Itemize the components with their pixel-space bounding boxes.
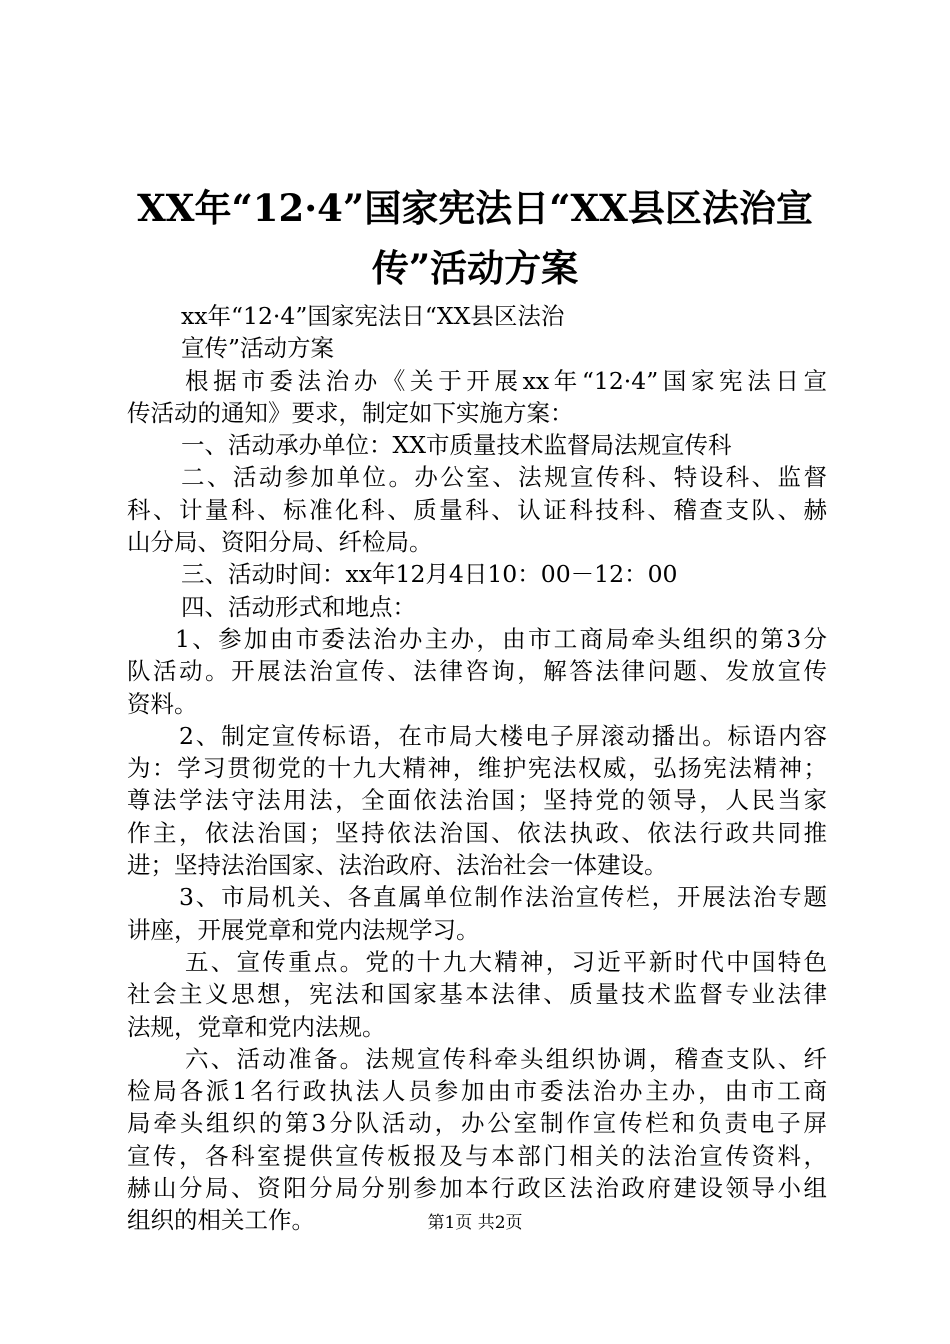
body-line: 赫山分局、资阳分局分别参加本行政区法治政府建设领导小组 [127,1174,827,1203]
body-line: 局牵头组织的第3分队活动，办公室制作宣传栏和负责电子屏 [127,1109,827,1138]
body-line: 为：学习贯彻党的十九大精神，维护宪法权威，弘扬宪法精神； [127,754,827,783]
body-line: 检局各派1名行政执法人员参加由市委法治办主办，由市工商 [127,1077,827,1106]
body-line: 组织的相关工作。 [127,1206,315,1235]
body-line: 四、活动形式和地点： [181,592,416,621]
body-line: 社会主义思想，宪法和国家基本法律、质量技术监督专业法律 [127,980,827,1009]
body-line: 三、活动时间：xx年12月4日10：00－12：00 [181,560,678,589]
body-line: 二、活动参加单位。办公室、法规宣传科、特设科、监督 [181,463,827,492]
body-line: 法规，党章和党内法规。 [127,1012,386,1041]
body-line: 讲座，开展党章和党内法规学习。 [127,915,480,944]
document-title-line-1: XX年“12·4”国家宪法日“XX县区法治宣 [137,186,813,230]
body-line: 六、活动准备。法规宣传科牵头组织协调，稽查支队、纤 [185,1044,827,1073]
body-line: 作主，依法治国；坚持依法治国、依法执政、依法行政共同推 [127,818,827,847]
body-line: 资料。 [127,689,198,718]
body-line: 宣传，各科室提供宣传板报及与本部门相关的法治宣传资料， [127,1141,827,1170]
body-line: 一、活动承办单位：XX市质量技术监督局法规宣传科 [181,431,732,460]
body-line: 山分局、资阳分局、纤检局。 [127,528,433,557]
body-line: 传活动的通知》要求，制定如下实施方案： [127,398,574,427]
body-line: 科、计量科、标准化科、质量科、认证科技科、稽查支队、赫 [127,495,827,524]
body-line: 3、市局机关、各直属单位制作法治宣传栏，开展法治专题 [179,883,827,912]
page-footer: 第1页 共2页 [427,1213,523,1233]
body-line: 五、宣传重点。党的十九大精神，习近平新时代中国特色 [185,947,827,976]
body-line: 宣传”活动方案 [181,334,335,363]
body-line: 进；坚持法治国家、法治政府、法治社会一体建设。 [127,851,668,880]
body-line: xx年“12·4”国家宪法日“XX县区法治 [181,302,565,330]
body-line: 根据市委法治办《关于开展xx年“12·4”国家宪法日宣 [185,366,827,395]
body-line: 尊法学法守法用法，全面依法治国；坚持党的领导，人民当家 [127,786,827,815]
body-line: 1、参加由市委法治办主办，由市工商局牵头组织的第3分 [175,624,827,653]
document-body [127,300,827,1237]
document-title-line-2: 传”活动方案 [371,246,579,290]
body-line: 2、制定宣传标语，在市局大楼电子屏滚动播出。标语内容 [179,721,827,750]
body-line: 队活动。开展法治宣传、法律咨询，解答法律问题、发放宣传 [127,657,827,686]
